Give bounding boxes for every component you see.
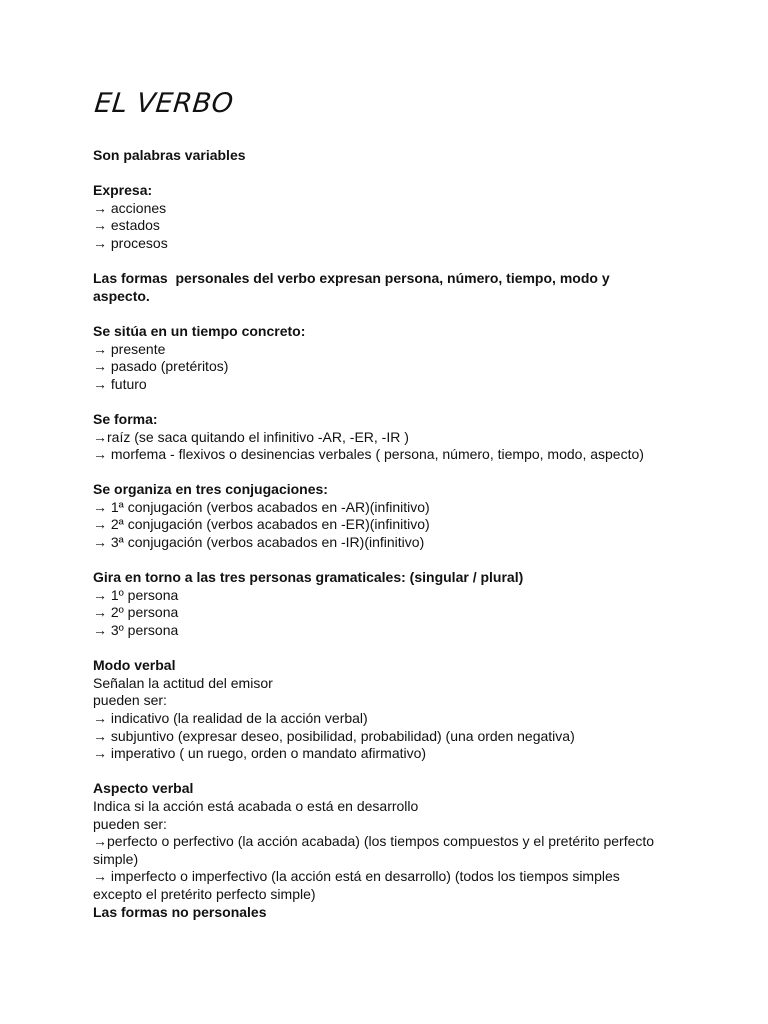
section-heading: Gira en torno a las tres personas gramaticales: (singular / plural) (93, 569, 524, 586)
spacer (93, 763, 693, 781)
section-subheading: pueden ser: (93, 692, 167, 709)
section-forma (93, 411, 693, 464)
list-item: → indicativo (la realidad de la acción verbal) (93, 710, 368, 726)
list-item: → estados (93, 217, 160, 234)
section-heading: Se sitúa en un tiempo concreto: (93, 322, 306, 339)
section-aspecto (93, 780, 693, 903)
list-item: → imperfecto o imperfectivo (la acción está en desarrollo) (todos los tiempos simples (93, 868, 620, 885)
list-item: →perfecto o perfectivo (la acción acabada) (los tiempos compuestos y el pretérito perfecto (93, 833, 655, 850)
document-title: EL VERBO (93, 88, 236, 119)
list-item: → 1ª conjugación (verbos acabados en -AR)(infinitivo) (93, 498, 430, 515)
list-item-continuation: excepto el pretérito perfecto simple) (93, 885, 316, 902)
section-heading: Aspecto verbal (93, 780, 194, 797)
list-item: → presente (93, 340, 166, 357)
section-personas (93, 569, 693, 639)
paragraph-line: aspecto. (93, 287, 150, 304)
section-conjugaciones (93, 481, 693, 551)
spacer (93, 305, 693, 323)
list-item: → acciones (93, 199, 167, 216)
list-item: → morfema - flexivos o desinencias verbales ( persona, número, tiempo, modo, aspecto) (93, 446, 644, 463)
section-description: Indica si la acción está acabada o está en desarrollo (93, 797, 419, 814)
spacer (93, 552, 693, 570)
list-item: → 3º persona (93, 622, 179, 639)
section-heading: Modo verbal (93, 657, 176, 674)
section-heading: Se organiza en tres conjugaciones: (93, 481, 328, 498)
spacer (93, 253, 693, 271)
spacer (93, 393, 693, 411)
list-item: → 2ª conjugación (verbos acabados en -ER)(infinitivo) (93, 516, 430, 533)
spacer (93, 640, 693, 658)
section-modo (93, 657, 693, 763)
document-page (93, 88, 693, 921)
spacer (93, 165, 693, 183)
list-item: → pasado (pretéritos) (93, 358, 229, 375)
section-formas-personales (93, 270, 693, 305)
section-heading: Se forma: (93, 410, 158, 427)
list-item-continuation: simple) (93, 850, 139, 867)
section-subheading: pueden ser: (93, 815, 167, 832)
list-item: → 1º persona (93, 586, 179, 603)
list-item: → 3ª conjugación (verbos acabados en -IR)(infinitivo) (93, 534, 425, 551)
section-heading: Las formas no personales (93, 903, 267, 920)
section-description: Señalan la actitud del emisor (93, 674, 273, 691)
intro-text: Son palabras variables (93, 147, 246, 163)
list-item: → 2º persona (93, 604, 179, 621)
section-tiempo (93, 323, 693, 393)
section-expresa (93, 182, 693, 252)
section-no-personales (93, 904, 693, 922)
list-item: → procesos (93, 234, 168, 251)
list-item: → futuro (93, 375, 147, 392)
list-item: → subjuntivo (expresar deseo, posibilidad, probabilidad) (una orden negativa) (93, 727, 575, 744)
list-item: → imperativo ( un ruego, orden o mandato afirmativo) (93, 745, 427, 762)
spacer (93, 464, 693, 482)
list-item: →raíz (se saca quitando el infinitivo -AR, -ER, -IR ) (93, 428, 409, 445)
section-heading: Expresa: (93, 182, 153, 199)
paragraph-line: Las formas personales del verbo expresan persona, número, tiempo, modo y (93, 270, 610, 287)
